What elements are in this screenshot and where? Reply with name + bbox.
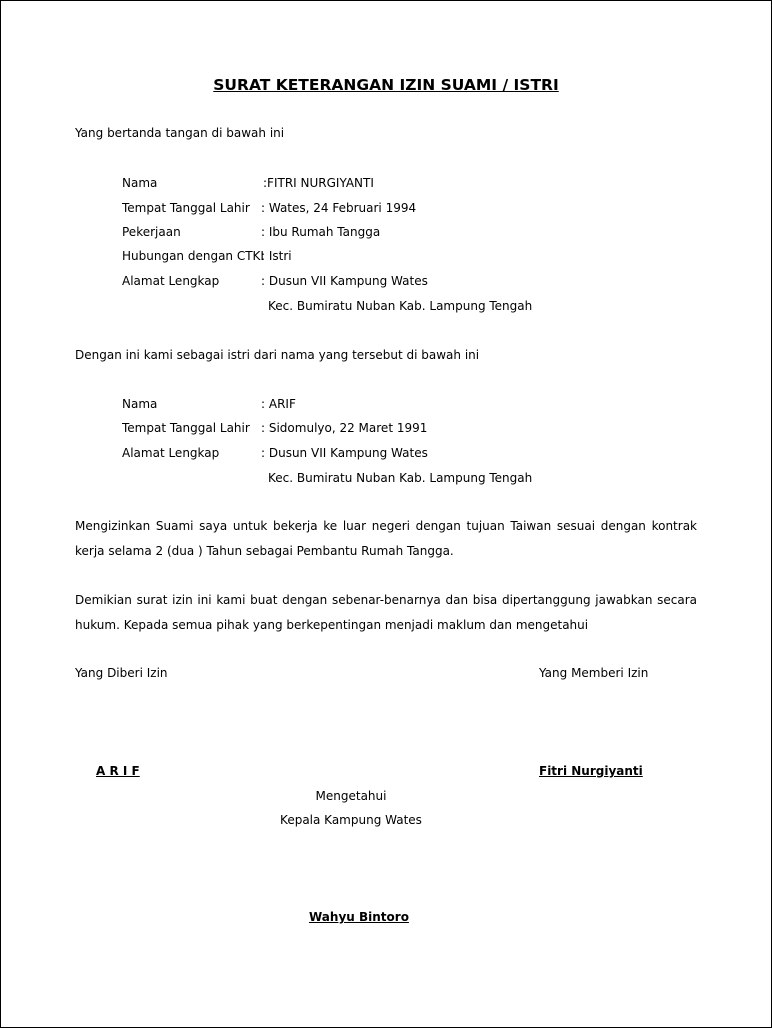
closing-paragraph: Demikian surat izin ini kami buat dengan sebenar-benarnya dan bisa dipertanggung jawabkan secara hukum. Kepada semua pihak yang berkepentingan menjadi maklum dan mengetahui [75, 593, 697, 632]
right-signatory-label: Yang Memberi Izin [539, 666, 649, 680]
left-signatory-label: Yang Diberi Izin [75, 666, 168, 680]
permission-paragraph: Mengizinkan Suami saya untuk bekerja ke luar negeri dengan tujuan Taiwan sesuai dengan kontrak kerja selama 2 (dua ) Tahun sebagai Pembantu Rumah Tangga. [75, 519, 697, 558]
field-value: : Sidomulyo, 22 Maret 1991 [261, 421, 428, 435]
witness-label: Mengetahui [315, 789, 387, 803]
field-label: Hubungan dengan CTKI [122, 249, 264, 263]
witness-name: Wahyu Bintoro [309, 910, 409, 924]
field-label: Nama [122, 176, 158, 190]
field-value: : Istri [261, 249, 292, 263]
witness-title: Kepala Kampung Wates [280, 813, 422, 827]
field-label: Pekerjaan [122, 225, 181, 239]
left-signatory-name: A R I F [96, 764, 140, 778]
intro-text: Yang bertanda tangan di bawah ini [75, 126, 285, 140]
field-label: Nama [122, 397, 158, 411]
field-value: Kec. Bumiratu Nuban Kab. Lampung Tengah [268, 299, 533, 313]
field-value: :FITRI NURGIYANTI [263, 176, 374, 190]
field-value: : Dusun VII Kampung Wates [261, 274, 428, 288]
right-signatory-name: Fitri Nurgiyanti [539, 764, 643, 778]
document-title: SURAT KETERANGAN IZIN SUAMI / ISTRI [213, 76, 559, 94]
field-value: : Ibu Rumah Tangga [261, 225, 381, 239]
person2-details [122, 396, 682, 496]
intro2-text: Dengan ini kami sebagai istri dari nama yang tersebut di bawah ini [75, 348, 480, 362]
field-label: Alamat Lengkap [122, 446, 220, 460]
field-label: Tempat Tanggal Lahir [122, 421, 250, 435]
field-label: Alamat Lengkap [122, 274, 220, 288]
field-value: : ARIF [261, 397, 296, 411]
field-value: : Dusun VII Kampung Wates [261, 446, 428, 460]
field-label: Tempat Tanggal Lahir [122, 201, 250, 215]
field-value: Kec. Bumiratu Nuban Kab. Lampung Tengah [268, 471, 533, 485]
field-value: : Wates, 24 Februari 1994 [261, 201, 417, 215]
person1-details [122, 175, 682, 325]
